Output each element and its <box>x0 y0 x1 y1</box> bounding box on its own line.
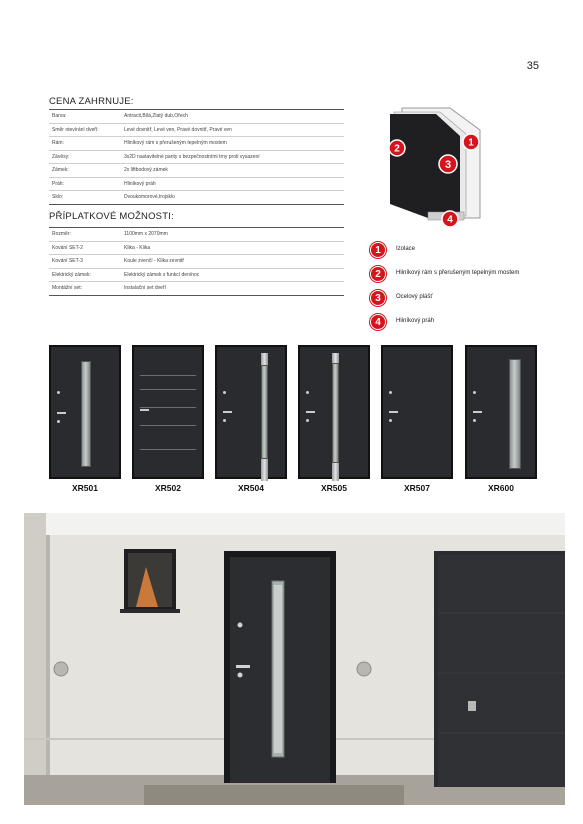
spec-value: Antracit,Bílá,Zlatý dub,Ořech <box>124 113 188 120</box>
page-number: 35 <box>526 60 539 72</box>
spec-value: Instalační set dveří <box>124 285 166 292</box>
legend-label: Ocelový plášť <box>396 294 433 301</box>
door-model-name: XR505 <box>321 483 347 493</box>
spec-row <box>49 269 344 283</box>
door-model-name: XR504 <box>238 483 264 493</box>
svg-text:3: 3 <box>444 159 452 171</box>
door-model-xr505[interactable] <box>298 345 370 493</box>
spec-row <box>49 242 344 256</box>
spec-row <box>49 164 344 178</box>
spec-value: Klika - Klika <box>124 244 151 251</box>
door-image <box>465 345 537 479</box>
cutaway-badge-2 <box>389 140 405 156</box>
spec-label: Rám: <box>52 140 64 147</box>
door-model-xr600[interactable] <box>465 345 537 493</box>
door-image <box>381 345 453 479</box>
legend-label: Hliníkový rám s přerušeným tepelným mostem <box>396 270 520 277</box>
svg-text:1: 1 <box>468 137 474 149</box>
legend-badge: 1 <box>370 242 386 258</box>
door-model-name: XR600 <box>488 483 514 493</box>
legend-badge: 2 <box>370 266 386 282</box>
legend-item-steel-skin <box>370 286 520 310</box>
spec-value: Hliníkový rám s přerušeným tepelným mostem <box>124 140 227 147</box>
house-facade-photo <box>24 513 565 805</box>
spec-row <box>49 282 344 296</box>
legend-label: Hliníkový práh <box>396 318 435 325</box>
door-model-name: XR507 <box>404 483 430 493</box>
door-model-xr504[interactable] <box>215 345 287 493</box>
spec-value: 3x2D nastavitelné panty s bezpečnostními trny proti vysazení <box>124 153 260 160</box>
legend-item-threshold <box>370 310 520 334</box>
spec-label: Závěsy: <box>52 153 70 160</box>
door-image <box>298 345 370 479</box>
spec-row <box>49 151 344 165</box>
door-model-name: XR501 <box>72 483 98 493</box>
svg-text:4: 4 <box>447 214 453 226</box>
spec-label: Elektrický zámek: <box>52 271 91 278</box>
door-cutaway-illustration <box>380 100 490 230</box>
door-model-xr507[interactable] <box>381 345 453 493</box>
legend-badge: 4 <box>370 314 386 330</box>
cutaway-badge-3 <box>439 155 457 173</box>
cutaway-legend <box>370 238 520 334</box>
spec-row <box>49 110 344 124</box>
spec-value: 2x liftbodový zámek <box>124 167 168 174</box>
legend-item-frame <box>370 262 520 286</box>
spec-label: Montážní set: <box>52 285 83 292</box>
spec-label: Práh: <box>52 180 64 187</box>
spec-row <box>49 228 344 242</box>
included-title: CENA ZAHRNUJE: <box>49 96 134 107</box>
door-model-xr501[interactable] <box>49 345 121 493</box>
cutaway-badge-1 <box>463 134 479 150</box>
spec-value: Koule zvenčí - Klika zevnitř <box>124 258 185 265</box>
spec-row <box>49 255 344 269</box>
door-model-name: XR502 <box>155 483 181 493</box>
options-title: PŘÍPLATKOVÉ MOŽNOSTI: <box>49 211 174 222</box>
spec-value: Levé dovnitř, Levé ven, Pravé dovnitř, Pravé ven <box>124 126 232 133</box>
spec-label: Rozměr: <box>52 231 71 238</box>
included-table <box>49 109 344 205</box>
spec-value: 1100mm x 2070mm <box>124 231 168 238</box>
door-image <box>132 345 204 479</box>
spec-row <box>49 191 344 205</box>
spec-label: Zámek: <box>52 167 69 174</box>
svg-text:2: 2 <box>394 143 400 155</box>
legend-item-insulation <box>370 238 520 262</box>
spec-label: Kování SET-2 <box>52 244 83 251</box>
door-image <box>215 345 287 479</box>
door-image <box>49 345 121 479</box>
spec-label: Barva: <box>52 113 67 120</box>
spec-label: Sklo: <box>52 194 64 201</box>
spec-row <box>49 124 344 138</box>
options-table <box>49 227 344 296</box>
spec-row <box>49 137 344 151</box>
spec-label: Kování SET-3 <box>52 258 83 265</box>
door-models-row <box>49 345 537 500</box>
legend-badge: 3 <box>370 290 386 306</box>
spec-value: Hliníkový práh <box>124 180 156 187</box>
legend-label: Izolace <box>396 246 416 253</box>
cutaway-badge-4 <box>442 211 458 227</box>
spec-value: Elektrický zámek s funkcí den/noc <box>124 271 200 278</box>
door-model-xr502[interactable] <box>132 345 204 493</box>
spec-value: Dvoukomorové,trojsklo <box>124 194 175 201</box>
spec-label: Směr otevírání dveří: <box>52 126 99 133</box>
spec-row <box>49 178 344 192</box>
